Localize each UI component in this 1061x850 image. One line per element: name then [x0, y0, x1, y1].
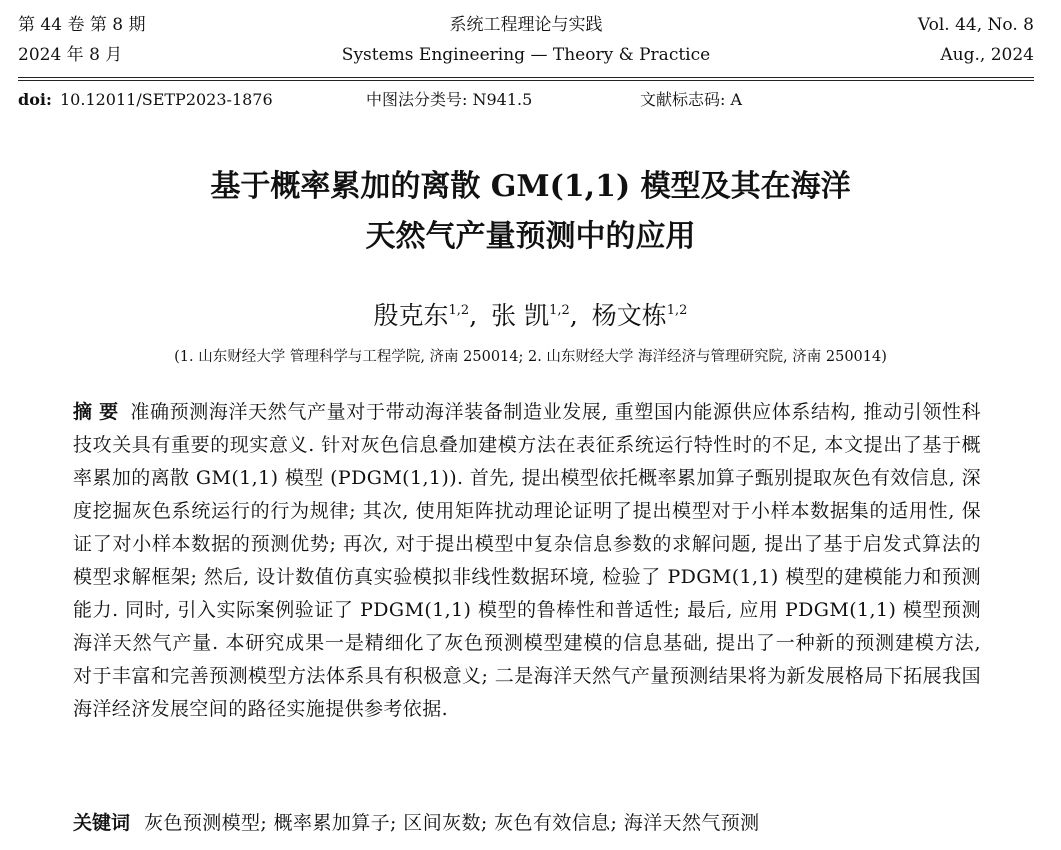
running-header-top [18, 12, 1034, 38]
title-line-2: 天然气产量预测中的应用 [365, 219, 696, 254]
author-name: 张 凯 [491, 301, 550, 330]
affiliations: (1. 山东财经大学 管理科学与工程学院, 济南 250014; 2. 山东财经大学 海洋经济与管理研究院, 济南 250014) [174, 349, 887, 365]
publication-date-cn: 2024 年 8 月 [18, 45, 123, 65]
keywords [73, 807, 981, 840]
publication-date-en: Aug., 2024 [940, 45, 1034, 65]
classification-number: 中图法分类号: N941.5 [366, 90, 533, 109]
keywords-text: 灰色预测模型; 概率累加算子; 区间灰数; 灰色有效信息; 海洋天然气预测 [144, 812, 760, 834]
author-list: 殷克东$^{1,2}$, 张 凯$^{1,2}$, 杨文栋$^{1,2}$ [373, 301, 688, 330]
journal-name-en: Systems Engineering — Theory & Practice [341, 45, 711, 65]
journal-name-cn: 系统工程理论与实践 [449, 15, 603, 35]
article-meta [18, 88, 1018, 112]
document-code: 文献标志码: A [640, 90, 743, 109]
running-header-bottom [18, 42, 1034, 68]
title-line-1: 基于概率累加的离散 GM(1,1) 模型及其在海洋 [210, 169, 851, 204]
doi-value: 10.12011/SETP2023-1876 [60, 90, 273, 109]
abstract-label: 摘 要 [73, 401, 119, 423]
author-affiliation-mark: 1,2 [666, 303, 688, 318]
header-rule-bottom [18, 80, 1034, 81]
keywords-label: 关键词 [73, 812, 131, 834]
doi-label: doi: [18, 90, 52, 109]
volume-issue: 第 44 卷 第 8 期 [18, 15, 146, 35]
author-affiliation-mark: 1,2 [549, 303, 570, 318]
author-affiliation-mark: 1,2 [448, 303, 470, 318]
abstract [73, 396, 981, 726]
author-name: 殷克东 [373, 301, 449, 330]
abstract-text: 准确预测海洋天然气产量对于带动海洋装备制造业发展, 重塑国内能源供应体系结构, 推动引领性科技攻关具有重要的现实意义. 针对灰色信息叠加建模方法在表征系统运行特性时的不足, 本文提出了基于概率累加的离散 GM(1,1) 模型 (PDGM(1,1)). 首先, 提出模型依托概率累加算子甄别提取灰色有效信息, 深度挖掘灰色系统运行的行为规律; 其次, 使用矩阵扰动理论证明了提出模型对于小样本数据集的适用性, 保证了对小样本数据的预测优势; 再次, 对于提出模型中复杂信息参数的求解问题, 提出了基于启发式算法的模型求解框架; 然后, 设计数值仿真实验模拟非线性数据环境, 检验了 PDGM(1,1) 模型的建模能力和预测能力. 同时, 引入实际案例验证了 PDGM(1,1) 模型的鲁棒性和普适性; 最后, 应用 PDGM(1,1) 模型预测海洋天然气产量. 本研究成果一是精细化了灰色预测模型建模的信息基础, 提出了一种新的预测建模方法, 对于丰富和完善预测模型方法体系具有积极意义; 二是海洋天然气产量预测结果将为新发展格局下拓展我国海洋经济发展空间的路径实施提供参考依据. [73, 401, 981, 720]
paper-title [0, 162, 1061, 262]
volume-issue-en: Vol. 44, No. 8 [917, 15, 1034, 35]
header-rule-top [18, 77, 1034, 78]
author-name: 杨文栋 [591, 301, 667, 330]
